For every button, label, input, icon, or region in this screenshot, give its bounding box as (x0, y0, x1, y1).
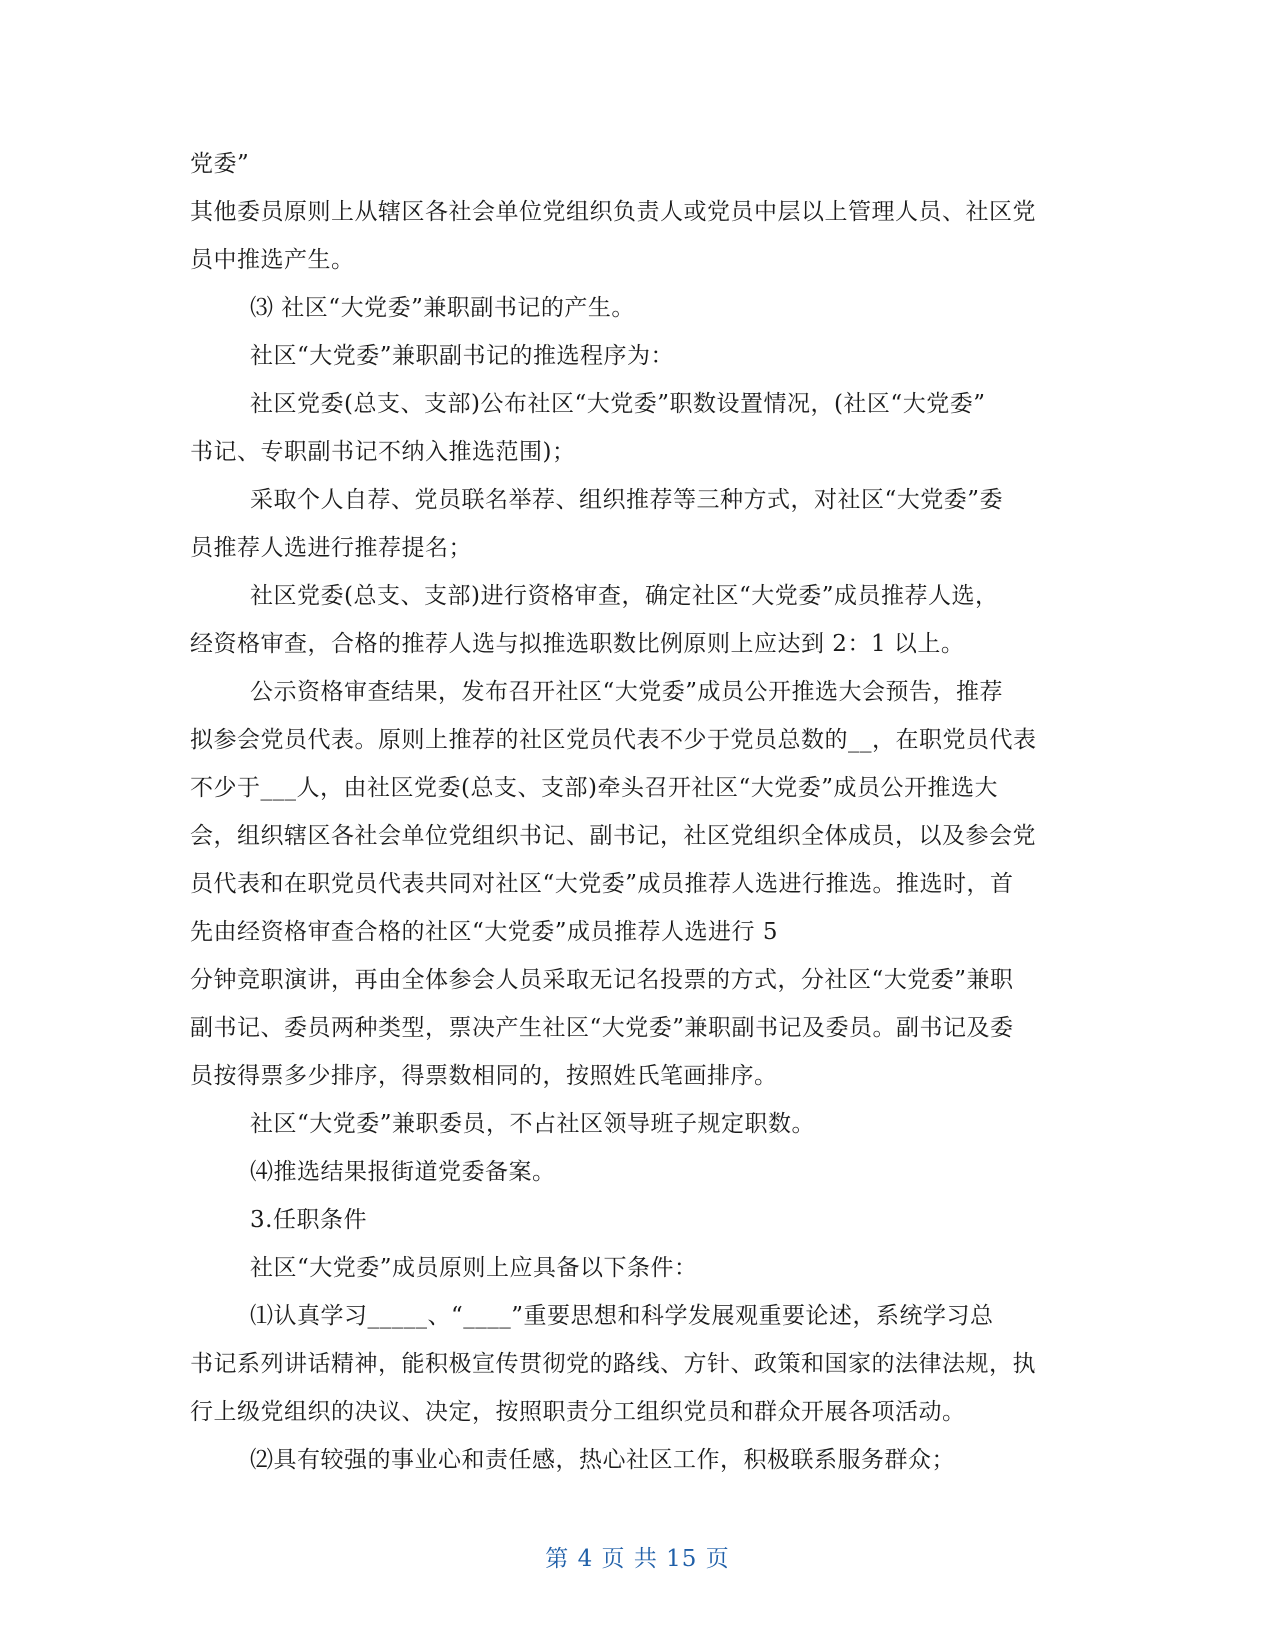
text-line: 社区党委(总支、支部)进行资格审查，确定社区“大党委”成员推荐人选， (250, 583, 999, 609)
text-line: 分钟竞职演讲，再由全体参会人员采取无记名投票的方式，分社区“大党委”兼职 (190, 967, 1014, 993)
text-line: 3.任职条件 (250, 1207, 367, 1233)
text-line: 员中推选产生。 (190, 247, 355, 273)
text-line: 社区党委(总支、支部)公布社区“大党委”职数设置情况，(社区“大党委” (250, 391, 986, 417)
text-line: ⑵具有较强的事业心和责任感，热心社区工作，积极联系服务群众； (250, 1447, 955, 1473)
text-line: 其他委员原则上从辖区各社会单位党组织负责人或党员中层以上管理人员、社区党 (190, 199, 1036, 225)
text-line: 经资格审查，合格的推荐人选与拟推选职数比例原则上应达到 2：1 以上。 (190, 631, 965, 657)
text-line: 行上级党组织的决议、决定，按照职责分工组织党员和群众开展各项活动。 (190, 1399, 966, 1425)
text-line: 党委” (190, 151, 250, 177)
text-line: 书记系列讲话精神，能积极宣传贯彻党的路线、方针、政策和国家的法律法规，执 (190, 1351, 1036, 1377)
text-line: 会，组织辖区各社会单位党组织书记、副书记，社区党组织全体成员，以及参会党 (190, 823, 1036, 849)
text-line: 社区“大党委”兼职副书记的推选程序为： (250, 343, 675, 369)
text-line: 员推荐人选进行推荐提名； (190, 535, 472, 561)
text-line: 员代表和在职党员代表共同对社区“大党委”成员推荐人选进行推选。推选时，首 (190, 871, 1014, 897)
text-line: 公示资格审查结果，发布召开社区“大党委”成员公开推选大会预告，推荐 (250, 679, 1004, 705)
text-line: 不少于___人，由社区党委(总支、支部)牵头召开社区“大党委”成员公开推选大 (190, 775, 998, 801)
text-line: 员按得票多少排序，得票数相同的，按照姓氏笔画排序。 (190, 1063, 778, 1089)
text-line: 拟参会党员代表。原则上推荐的社区党员代表不少于党员总数的__，在职党员代表 (190, 727, 1037, 753)
text-line: 社区“大党委”成员原则上应具备以下条件： (250, 1255, 698, 1281)
text-line: ⑷推选结果报街道党委备案。 (250, 1159, 556, 1185)
text-line: 社区“大党委”兼职委员，不占社区领导班子规定职数。 (250, 1111, 816, 1137)
text-line: 书记、专职副书记不纳入推选范围)； (190, 439, 576, 465)
text-line: ⑴认真学习_____、“____”重要思想和科学发展观重要论述，系统学习总 (250, 1303, 994, 1329)
text-line: 副书记、委员两种类型，票决产生社区“大党委”兼职副书记及委员。副书记及委 (190, 1015, 1014, 1041)
text-line: ⑶ 社区“大党委”兼职副书记的产生。 (250, 295, 635, 321)
text-line: 先由经资格审查合格的社区“大党委”成员推荐人选进行 5 (190, 919, 778, 945)
page-footer: 第 4 页 共 15 页 (545, 1546, 730, 1572)
text-line: 采取个人自荐、党员联名举荐、组织推荐等三种方式，对社区“大党委”委 (250, 487, 1004, 513)
document-body (190, 140, 1090, 1484)
